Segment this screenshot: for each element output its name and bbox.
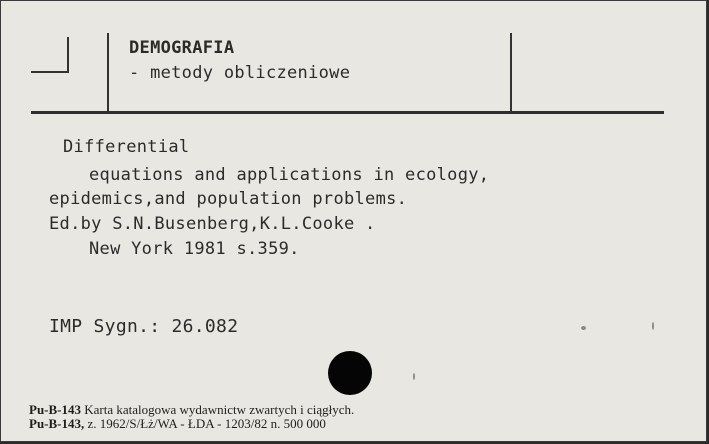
entry-imprint: New York 1981 s.359. [89,239,300,259]
header-rule-right [510,33,512,113]
call-number: IMP Sygn.: 26.082 [49,316,239,337]
entry-title-line-2: equations and applications in ecology, [89,165,490,185]
subject-heading: DEMOGRAFIA [129,38,235,58]
footer-line-2 [29,416,326,432]
footer-text-2: z. 1962/S/Łż/WA - ŁDA - 1203/82 n. 500 000 [84,416,326,431]
ink-speck [652,322,654,330]
footer-text-1: Karta katalogowa wydawnictw zwartych i ciągłych. [81,402,355,417]
ink-speck [581,326,586,330]
entry-title-line-1: Differential [63,137,190,157]
ink-speck [413,373,415,380]
entry-editors: Ed.by S.N.Busenberg,K.L.Cooke . [49,214,376,234]
footer-code-1: Pu-B-143 [29,402,81,417]
entry-title-line-3: epidemics,and population problems. [49,189,408,209]
corner-mark-vertical [67,37,69,73]
subject-subheading: - metody obliczeniowe [129,63,351,83]
header-rule-bottom [31,111,664,114]
footer-code-2: Pu-B-143, [29,416,85,431]
punch-hole [328,351,372,395]
corner-mark-horizontal [31,71,69,73]
header-rule-left [107,33,109,113]
